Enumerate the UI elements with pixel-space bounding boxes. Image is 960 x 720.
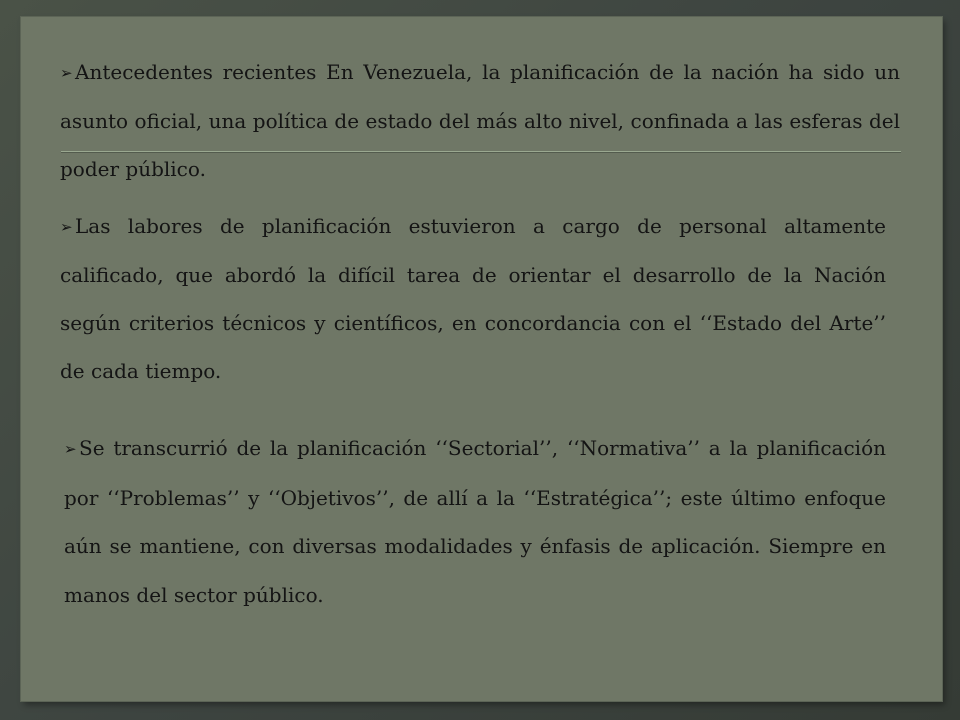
bullet-paragraph-2 (60, 202, 886, 395)
arrow-bullet-icon: ➢ (60, 64, 73, 82)
arrow-bullet-icon: ➢ (64, 440, 77, 458)
arrow-bullet-icon: ➢ (60, 218, 73, 236)
paragraph-3-text: Se transcurrió de la planificación ‘‘Sectorial’’, ‘‘Normativa’’ a la planificación por ‘‘Problemas’’ y ‘‘Objetivos’’, de allí a la ‘‘Estratégica’’; este último enfoque aún se mantiene, con diversas modalidades y énfasis de aplicación. Siempre en manos del sector público. (64, 436, 886, 607)
paragraph-1-text: Antecedentes recientes En Venezuela, la planificación de la nación ha sido un asunto oficial, una política de estado del más alto nivel, confinada a las esferas del poder público. (60, 60, 900, 181)
divider-line (61, 151, 901, 153)
bullet-paragraph-1 (60, 48, 900, 193)
paragraph-2-text: Las labores de planificación estuvieron a cargo de personal altamente calificado, que abordó la difícil tarea de orientar el desarrollo de la Nación según criterios técnicos y científicos, en concordancia con el ‘‘Estado del Arte’’ de cada tiempo. (60, 214, 886, 383)
bullet-paragraph-3 (64, 424, 886, 619)
